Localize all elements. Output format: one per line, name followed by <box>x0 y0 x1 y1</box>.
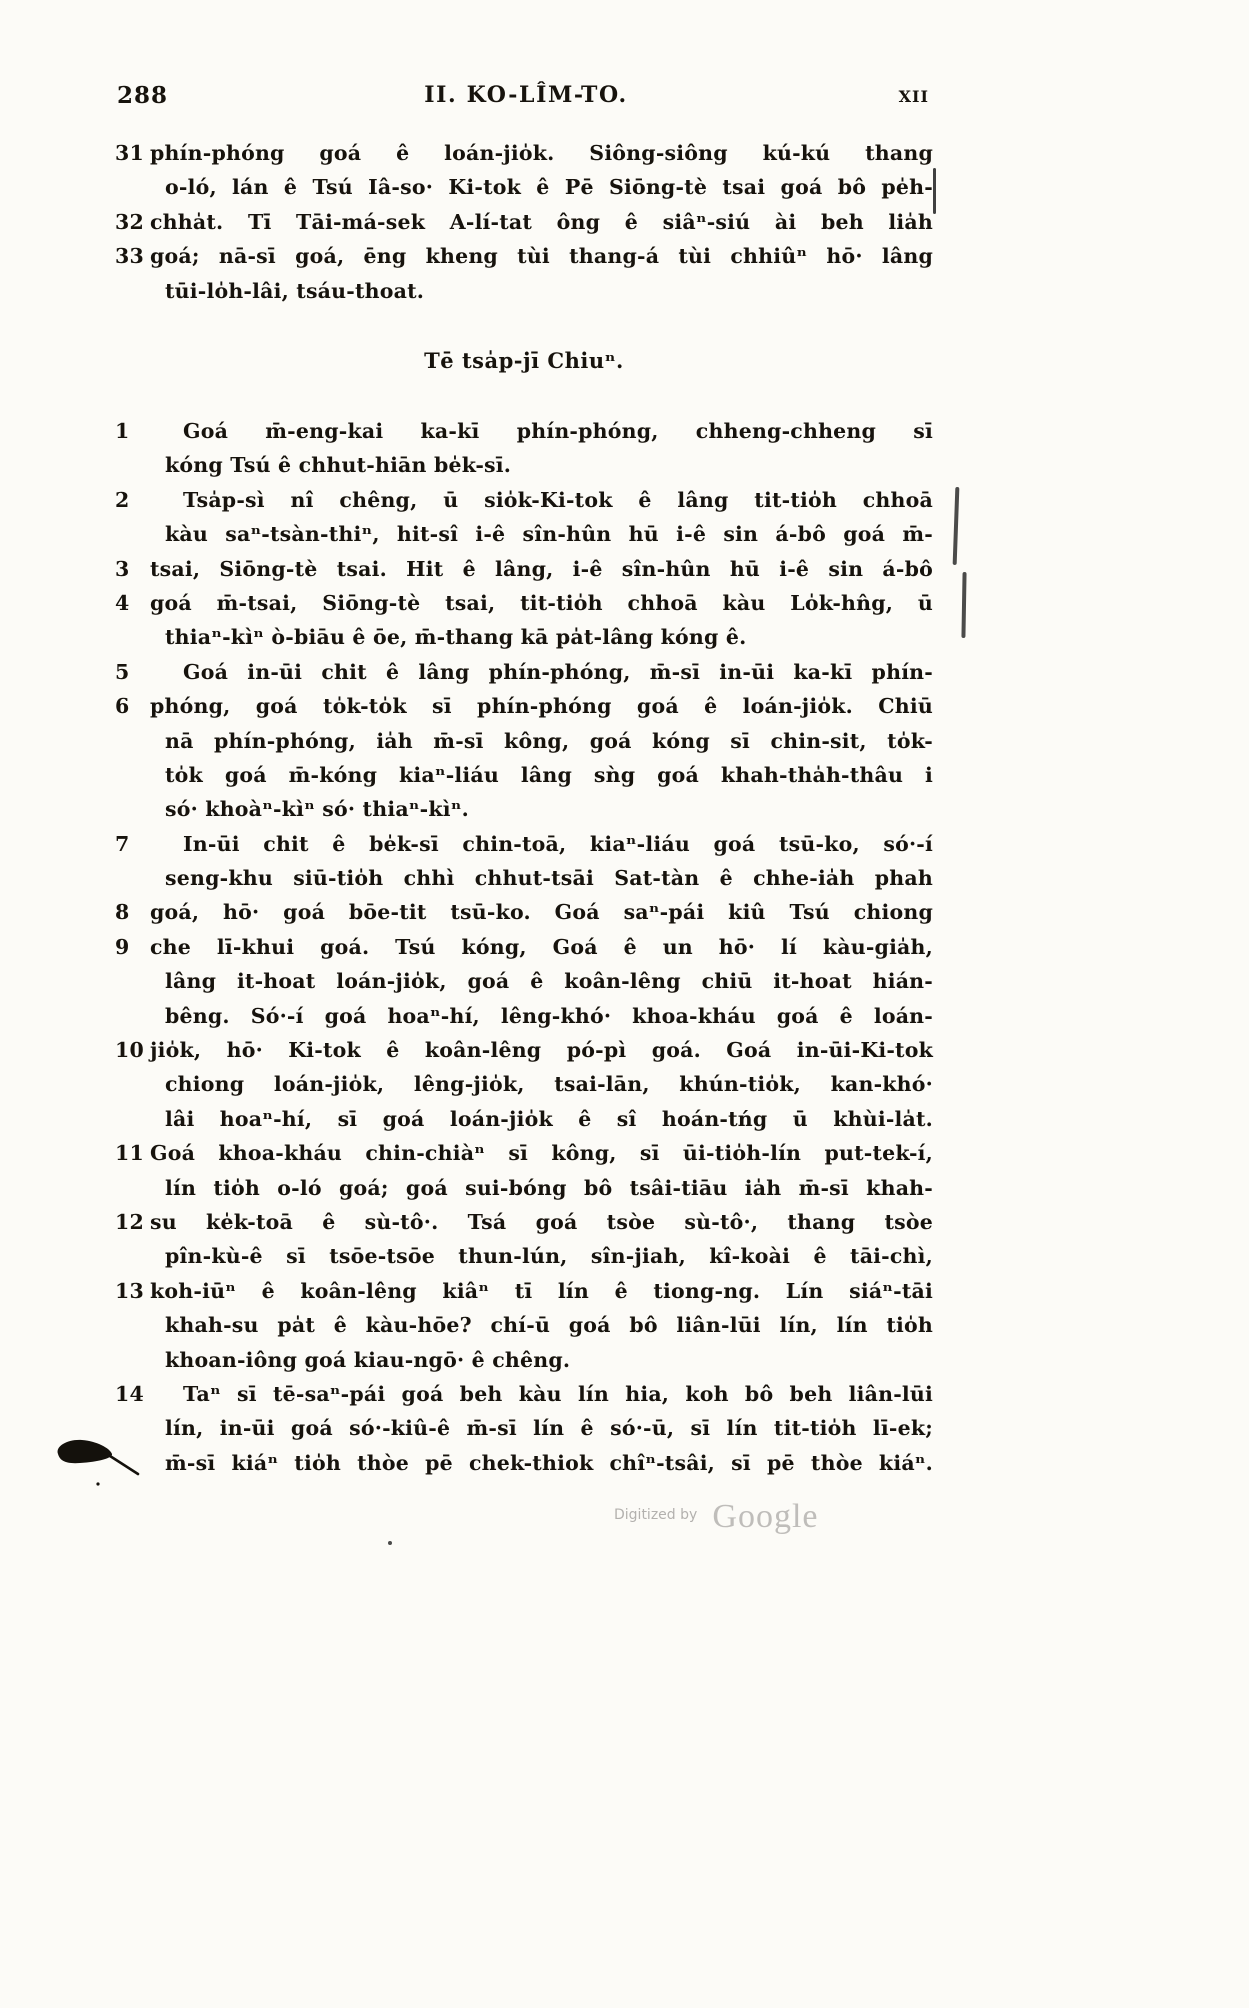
verse-text: Goá m̄-eng-kai ka-kī phín-phóng, chheng-chheng sī <box>183 419 933 443</box>
verse-line <box>115 724 933 758</box>
verse-line <box>115 1343 933 1377</box>
verse-line <box>115 620 933 654</box>
previous-chapter-verses <box>115 136 933 308</box>
verse-line <box>115 861 933 895</box>
verse-text: bêng. Só·-í goá hoaⁿ-hí, lêng-khó· khoa-kháu goá ê loán- <box>165 1003 933 1028</box>
verse-text: su ke̍k-toā ê sù-tô·. Tsá goá tsòe sù-tô·, thang tsòe <box>150 1209 933 1234</box>
verse-number: 8 <box>115 900 130 925</box>
page-header <box>117 82 935 112</box>
verse-line <box>115 136 933 170</box>
verse-text: goá m̄-tsai, Siōng-tè tsai, tit-tio̍h chhoā kàu Lo̍k-hn̂g, ū <box>150 590 933 615</box>
verse-text: che lī-khui goá. Tsú kóng, Goá ê un hō· lí kàu-gia̍h, <box>150 934 933 959</box>
verse-number: 14 <box>115 1381 144 1406</box>
verse-line <box>115 895 933 929</box>
verse-line <box>115 1171 933 1205</box>
pencil-margin-mark <box>961 572 966 638</box>
google-watermark <box>614 1498 818 1536</box>
ink-smudge <box>52 1432 142 1492</box>
verse-number: 1 <box>115 419 130 443</box>
verse-line <box>115 1136 933 1170</box>
verse-line <box>115 205 933 239</box>
verse-text: to̍k goá m̄-kóng kiaⁿ-liáu lâng sǹg goá khah-tha̍h-thâu i <box>165 762 933 787</box>
chapter-numeral: XII <box>898 87 929 106</box>
verse-number: 32 <box>115 209 144 234</box>
verse-text: goá, hō· goá bōe-tit tsū-ko. Goá saⁿ-pái kiû Tsú chiong <box>150 900 933 925</box>
verse-text: phóng, goá to̍k-to̍k sī phín-phóng goá ê loán-jio̍k. Chiū <box>150 694 933 719</box>
verse-line <box>115 999 933 1033</box>
verse-text: Goá in-ūi chit ê lâng phín-phóng, m̄-sī in-ūi ka-kī phín- <box>183 659 933 684</box>
verse-text: lín, in-ūi goá só·-kiû-ê m̄-sī lín ê só·-ū, sī lín tit-tio̍h lī-ek; <box>165 1416 933 1441</box>
verse-line <box>115 1377 933 1411</box>
verse-text: chiong loán-jio̍k, lêng-jio̍k, tsai-lān, khún-tio̍k, kan-khó· <box>165 1072 933 1097</box>
verse-number: 5 <box>115 659 130 684</box>
verse-text: lín tio̍h o-ló goá; goá sui-bóng bô tsâi-tiāu ia̍h m̄-sī khah- <box>165 1175 933 1200</box>
verse-line <box>115 758 933 792</box>
verse-line <box>115 964 933 998</box>
verse-line <box>115 552 933 586</box>
verse-line <box>115 1239 933 1273</box>
verse-line <box>115 1308 933 1342</box>
verse-line <box>115 1274 933 1308</box>
verse-line <box>115 1067 933 1101</box>
verse-text: lâi hoaⁿ-hí, sī goá loán-jio̍k ê sî hoán-tńg ū khùi-la̍t. <box>165 1106 933 1131</box>
verse-number: 12 <box>115 1209 144 1234</box>
verse-line <box>115 483 933 517</box>
verse-text: Goá khoa-kháu chin-chiàⁿ sī kông, sī ūi-tio̍h-lín put-tek-í, <box>150 1141 933 1166</box>
verse-number: 7 <box>115 831 130 856</box>
pencil-margin-mark <box>953 487 960 565</box>
chapter-heading: Tē tsa̍p-jī Chiuⁿ. <box>424 348 624 373</box>
verse-number: 31 <box>115 141 144 165</box>
verse-line <box>115 827 933 861</box>
verse-line <box>115 930 933 964</box>
verse-text: Tsa̍p-sì nî chêng, ū sio̍k-Ki-tok ê lâng tit-tio̍h chhoā <box>183 487 933 512</box>
verse-line <box>115 792 933 826</box>
verse-text: khoan-iông goá kiau-ngō· ê chêng. <box>165 1347 571 1372</box>
verse-number: 4 <box>115 590 130 615</box>
verse-number: 9 <box>115 934 130 959</box>
verse-line <box>115 1411 933 1445</box>
verse-line <box>115 1102 933 1136</box>
verse-text: tūi-lo̍h-lâi, tsáu-thoat. <box>165 278 425 303</box>
verse-text: o-ló, lán ê Tsú Iâ-so· Ki-tok ê Pē Siōng-tè tsai goá bô pe̍h- <box>165 175 933 200</box>
verse-text: kàu saⁿ-tsàn-thiⁿ, hit-sî i-ê sîn-hûn hū i-ê sin á-bô goá m̄- <box>165 522 933 547</box>
verse-text: In-ūi chit ê be̍k-sī chin-toā, kiaⁿ-liáu goá tsū-ko, só·-í <box>183 831 933 856</box>
verse-text: khah-su pa̍t ê kàu-hōe? chí-ū goá bô liân-lūi lín, lín tio̍h <box>165 1313 933 1338</box>
margin-scratch-mark <box>933 168 936 214</box>
verse-line <box>115 1446 933 1480</box>
ink-speck <box>388 1541 392 1545</box>
page-number: 288 <box>117 82 169 109</box>
verse-number: 3 <box>115 556 130 581</box>
verse-text: koh-iūⁿ ê koân-lêng kiâⁿ tī lín ê tiong-ng. Lín siáⁿ-tāi <box>150 1278 933 1303</box>
google-logo-text: Google <box>712 1498 819 1535</box>
verse-text: lâng it-hoat loán-jio̍k, goá ê koân-lêng chiū it-hoat hián- <box>165 969 933 994</box>
verse-line <box>115 517 933 551</box>
verse-text: m̄-sī kiáⁿ tio̍h thòe pē chek-thiok chîⁿ-tsâi, sī pē thòe kiáⁿ. <box>165 1450 933 1475</box>
verse-text: phín-phóng goá ê loán-jio̍k. Siông-siông kú-kú thang <box>150 141 933 165</box>
digitized-by-label: Digitized by <box>614 1507 698 1523</box>
verse-text: kóng Tsú ê chhut-hiān be̍k-sī. <box>165 453 512 478</box>
verse-line <box>115 689 933 723</box>
verse-text: pîn-kù-ê sī tsōe-tsōe thun-lún, sîn-jiah, kî-koài ê tāi-chì, <box>165 1244 933 1269</box>
verse-number: 10 <box>115 1038 144 1063</box>
running-title: II. KO-LÎM-TO. <box>424 82 628 108</box>
verse-number: 11 <box>115 1141 144 1166</box>
verse-line <box>115 448 933 482</box>
verse-number: 6 <box>115 694 130 719</box>
verse-text: thiaⁿ-kìⁿ ò-biāu ê ōe, m̄-thang kā pa̍t-lâng kóng ê. <box>165 625 747 650</box>
verse-text: nā phín-phóng, ia̍h m̄-sī kông, goá kóng sī chin-sit, to̍k- <box>165 728 933 753</box>
verse-text: Taⁿ sī tē-saⁿ-pái goá beh kàu lín hia, koh bô beh liân-lūi <box>183 1381 933 1406</box>
verse-line <box>115 655 933 689</box>
chapter-12-verses <box>115 414 933 1480</box>
verse-number: 13 <box>115 1278 144 1303</box>
verse-line <box>115 274 933 308</box>
verse-line <box>115 1033 933 1067</box>
verse-text: tsai, Siōng-tè tsai. Hit ê lâng, i-ê sîn-hûn hū i-ê sin á-bô <box>150 556 933 581</box>
verse-text: jio̍k, hō· Ki-tok ê koân-lêng pó-pì goá. Goá in-ūi-Ki-tok <box>150 1038 933 1063</box>
verse-text: só· khoàⁿ-kìⁿ só· thiaⁿ-kìⁿ. <box>165 797 469 822</box>
verse-text: goá; nā-sī goá, ēng kheng tùi thang-á tùi chhiûⁿ hō· lâng <box>150 244 933 269</box>
verse-line <box>115 170 933 204</box>
verse-line <box>115 414 933 448</box>
verse-number: 2 <box>115 487 130 512</box>
verse-line <box>115 586 933 620</box>
verse-text: seng-khu siū-tio̍h chhì chhut-tsāi Sat-tàn ê chhe-ia̍h phah <box>165 866 933 891</box>
verse-number: 33 <box>115 244 144 269</box>
verse-line <box>115 1205 933 1239</box>
verse-text: chha̍t. Tī Tāi-má-sek A-lí-tat ông ê siâⁿ-siú ài beh lia̍h <box>150 209 933 234</box>
verse-line <box>115 239 933 273</box>
